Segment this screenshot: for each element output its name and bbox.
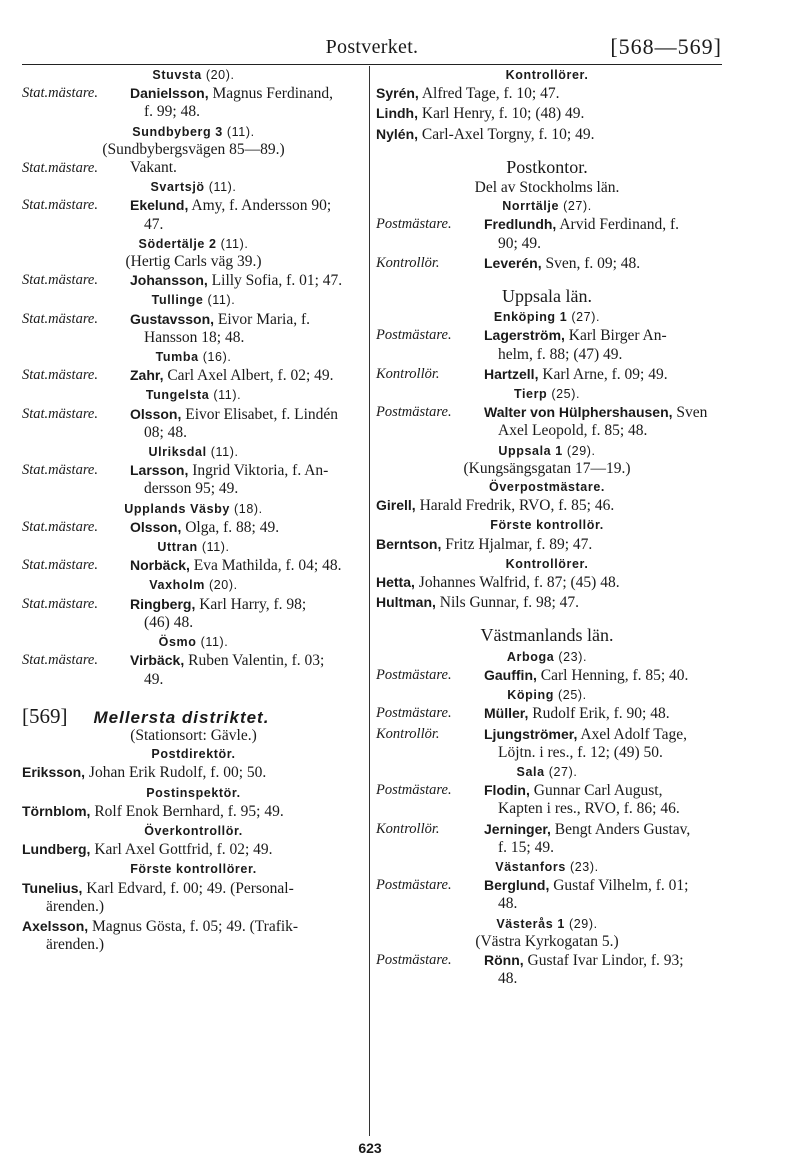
staff-name: Danielsson, <box>130 85 209 102</box>
place-heading <box>376 686 718 704</box>
place-name: Uppsala 1 <box>498 443 567 458</box>
person-entry <box>376 535 718 554</box>
role-heading: Postinspektör. <box>146 785 241 800</box>
role-heading: Kontrollörer. <box>505 68 589 82</box>
person-entry <box>376 104 718 123</box>
staff-name: Müller, <box>484 705 529 722</box>
place-number: (11). <box>213 388 242 403</box>
staff-details: Gustaf Vilhelm, f. 01; <box>549 877 689 895</box>
staff-name: Gustavsson, <box>130 310 215 327</box>
person-details: Nils Gunnar, f. 98; 47. <box>435 594 580 612</box>
place-heading <box>22 443 365 461</box>
person-name: Berntson, <box>376 535 442 552</box>
place-number: (11). <box>201 540 230 555</box>
place-number: (25). <box>558 688 587 703</box>
person-name: Eriksson, <box>22 764 86 781</box>
staff-text <box>130 366 365 385</box>
place-heading <box>376 858 718 876</box>
place-number: (20). <box>208 578 238 593</box>
staff-text <box>484 820 718 857</box>
place-name: Ösmo <box>158 635 201 650</box>
place-name: Tierp <box>513 387 552 402</box>
place-heading <box>22 576 365 594</box>
staff-text <box>130 556 365 575</box>
person-name: Syrén, <box>376 85 419 102</box>
staff-details: Eva Mathilda, f. 04; 48. <box>189 557 342 575</box>
page-range: [568—569] <box>610 34 722 59</box>
place-number: (18). <box>234 501 263 516</box>
section-title: Postkontor. <box>506 156 588 177</box>
person-entry <box>22 879 365 916</box>
staff-details: Ingrid Viktoria, f. An- <box>188 462 329 480</box>
staff-role: Postmästare. <box>376 877 452 894</box>
role-heading: Förste kontrollör. <box>490 518 604 533</box>
place-number: (16). <box>202 350 232 365</box>
column-divider <box>369 66 370 1136</box>
staff-details: Bengt Anders Gustav, <box>550 820 691 838</box>
place-name: Vaxholm <box>149 578 209 593</box>
staff-text <box>484 215 718 252</box>
place-heading <box>376 308 718 326</box>
section-subtitle: Del av Stockholms län. <box>474 179 620 197</box>
person-name: Törnblom, <box>22 802 91 819</box>
person-details: Rolf Enok Bernhard, f. 95; 49. <box>90 802 284 820</box>
staff-entry <box>376 365 718 384</box>
staff-name: Walter von Hülphershausen, <box>484 404 673 421</box>
staff-details: Sven <box>672 404 708 422</box>
staff-role: Postmästare. <box>376 705 452 722</box>
staff-details-cont: (46) 48. <box>144 613 194 631</box>
role-heading: Kontrollörer. <box>505 556 589 571</box>
staff-text <box>130 84 365 121</box>
staff-name: Berglund, <box>484 877 550 894</box>
role-heading: Överkontrollör. <box>144 823 243 838</box>
place-heading <box>22 500 365 518</box>
person-details-cont: ärenden.) <box>46 936 105 954</box>
staff-entry <box>376 704 718 723</box>
staff-details: Carl Henning, f. 85; 40. <box>536 666 689 684</box>
staff-name: Ringberg, <box>130 595 196 612</box>
place-heading <box>22 235 365 253</box>
person-name: Hetta, <box>376 574 415 591</box>
staff-details-cont: 48. <box>498 895 518 913</box>
person-entry <box>376 125 718 144</box>
person-entry <box>376 496 718 515</box>
staff-role: Stat.mästare. <box>22 462 98 479</box>
staff-details-cont: f. 99; 48. <box>144 103 200 121</box>
staff-role: Postmästare. <box>376 327 452 344</box>
staff-name: Johansson, <box>130 272 208 289</box>
staff-name: Ljungströmer, <box>484 725 578 742</box>
place-heading <box>376 385 718 403</box>
person-name: Tunelius, <box>22 879 83 896</box>
staff-details: Eivor Elisabet, f. Lindén <box>181 405 339 423</box>
person-details: Magnus Gösta, f. 05; 49. (Trafik- <box>88 917 299 935</box>
street-address: (Västra Kyrkogatan 5.) <box>475 932 619 950</box>
place-name: Södertälje 2 <box>138 236 221 251</box>
place-heading <box>22 178 365 196</box>
staff-role: Postmästare. <box>376 216 452 233</box>
staff-role: Kontrollör. <box>376 725 440 742</box>
staff-name: Ekelund, <box>130 197 189 214</box>
place-heading <box>22 123 365 141</box>
district-heading <box>22 703 365 728</box>
staff-role: Stat.mästare. <box>22 367 98 384</box>
staff-name: Rönn, <box>484 951 524 968</box>
place-heading <box>22 386 365 404</box>
place-number: (20). <box>205 68 235 82</box>
place-number: (29). <box>568 916 598 931</box>
place-number: (11). <box>208 180 237 195</box>
staff-entry <box>376 725 718 762</box>
place-heading <box>22 538 365 556</box>
staff-text <box>484 951 718 988</box>
staff-entry <box>22 271 365 290</box>
staff-entry <box>376 215 718 252</box>
staff-details: Gunnar Carl August, <box>529 782 663 800</box>
street-address: (Hertig Carls väg 39.) <box>125 253 262 271</box>
person-name: Nylén, <box>376 125 419 142</box>
place-number: (27). <box>563 199 592 214</box>
staff-details-cont: dersson 95; 49. <box>144 480 239 498</box>
role-heading: Överpostmästare. <box>489 480 605 495</box>
staff-name: Virbäck, <box>130 652 185 669</box>
place-name: Svartsjö <box>150 180 209 195</box>
person-entry <box>22 802 365 821</box>
staff-text <box>484 403 718 440</box>
staff-role: Postmästare. <box>376 951 452 968</box>
staff-entry <box>22 405 365 442</box>
staff-text <box>130 405 365 442</box>
staff-name: Larsson, <box>130 462 189 479</box>
staff-details-cont: Hansson 18; 48. <box>144 328 245 346</box>
running-title: Postverket. <box>325 36 419 58</box>
county-title: Västmanlands län. <box>480 625 614 646</box>
place-heading <box>22 66 365 84</box>
staff-text <box>484 365 718 384</box>
right-column <box>376 66 718 989</box>
staff-role: Stat.mästare. <box>22 557 98 574</box>
staff-role: Stat.mästare. <box>22 518 98 535</box>
district-title: Mellersta distriktet. <box>93 707 270 727</box>
staff-entry <box>376 820 718 857</box>
place-name: Enköping 1 <box>493 310 572 325</box>
place-number: (11). <box>226 124 255 139</box>
page-header <box>22 34 722 65</box>
person-entry <box>22 840 365 859</box>
staff-role: Kontrollör. <box>376 254 440 271</box>
staff-role: Stat.mästare. <box>22 310 98 327</box>
street-address: (Kungsängsgatan 17—19.) <box>463 459 631 477</box>
staff-text <box>484 725 718 762</box>
place-name: Västerås 1 <box>496 916 569 931</box>
staff-role: Stat.mästare. <box>22 197 98 214</box>
place-heading <box>376 763 718 781</box>
staff-details-cont: Axel Leopold, f. 85; 48. <box>498 422 648 440</box>
staff-entry <box>376 666 718 685</box>
staff-details: Magnus Ferdinand, <box>208 85 334 103</box>
person-entry <box>22 763 365 782</box>
staff-details: Lilly Sofia, f. 01; 47. <box>207 272 343 290</box>
place-heading <box>376 442 718 460</box>
person-details: Fritz Hjalmar, f. 89; 47. <box>441 535 593 553</box>
place-number: (11). <box>210 445 239 460</box>
staff-text <box>130 159 365 177</box>
staff-name: Gauffin, <box>484 666 537 683</box>
staff-details: Karl Harry, f. 98; <box>195 595 307 613</box>
place-number: (23). <box>558 649 588 664</box>
staff-text <box>130 271 365 290</box>
staff-role: Stat.mästare. <box>22 652 98 669</box>
staff-text <box>484 254 718 273</box>
staff-text <box>130 196 365 233</box>
staff-text <box>484 326 718 363</box>
staff-text <box>484 781 718 818</box>
staff-name: Olsson, <box>130 405 182 422</box>
person-details: Alfred Tage, f. 10; 47. <box>418 85 560 103</box>
staff-details: Amy, f. Andersson 90; <box>188 197 332 215</box>
person-details: Karl Henry, f. 10; (48) 49. <box>418 105 585 123</box>
staff-role: Postmästare. <box>376 404 452 421</box>
staff-entry <box>22 159 365 177</box>
staff-details: Eivor Maria, f. <box>214 310 311 328</box>
staff-details-cont: Kapten i res., RVO, f. 86; 46. <box>498 800 680 818</box>
staff-details: Rudolf Erik, f. 90; 48. <box>528 705 670 723</box>
staff-entry <box>22 595 365 632</box>
person-entry <box>376 84 718 103</box>
staff-entry <box>376 403 718 440</box>
staff-name: Zahr, <box>130 367 164 384</box>
place-name: Norrtälje <box>502 199 564 214</box>
staff-name: Flodin, <box>484 782 530 799</box>
staff-entry <box>22 84 365 121</box>
staff-role: Stat.mästare. <box>22 405 98 422</box>
staff-name: Leverén, <box>484 254 542 271</box>
staff-details-cont: 48. <box>498 970 518 988</box>
left-column <box>22 66 365 955</box>
staff-details-cont: f. 15; 49. <box>498 838 554 856</box>
staff-name: Olsson, <box>130 518 182 535</box>
staff-role: Stat.mästare. <box>22 160 98 177</box>
staff-entry <box>22 196 365 233</box>
place-name: Stuvsta <box>152 68 206 82</box>
role-heading: Postdirektör. <box>151 747 236 762</box>
staff-details-cont: 08; 48. <box>144 423 188 441</box>
person-entry <box>22 917 365 954</box>
staff-entry <box>22 366 365 385</box>
staff-details: Gustaf Ivar Lindor, f. 93; <box>523 951 684 969</box>
staff-details: Vakant. <box>130 159 177 177</box>
staff-details-cont: 90; 49. <box>498 234 542 252</box>
staff-details: Carl Axel Albert, f. 02; 49. <box>163 367 334 385</box>
place-name: Tullinge <box>151 293 208 308</box>
person-details: Johan Erik Rudolf, f. 00; 50. <box>85 764 267 782</box>
place-name: Upplands Väsby <box>124 501 235 516</box>
person-name: Girell, <box>376 497 416 514</box>
staff-entry <box>22 651 365 688</box>
person-name: Axelsson, <box>22 917 89 934</box>
place-number: (27). <box>571 310 601 325</box>
place-name: Köping <box>507 688 558 703</box>
staff-role: Stat.mästare. <box>22 272 98 289</box>
place-heading <box>22 291 365 309</box>
staff-entry <box>376 254 718 273</box>
person-details: Carl-Axel Torgny, f. 10; 49. <box>418 125 595 143</box>
person-entry <box>376 593 718 612</box>
staff-entry <box>22 310 365 347</box>
place-name: Västanfors <box>495 859 570 874</box>
staff-text <box>484 876 718 913</box>
staff-role: Postmästare. <box>376 666 452 683</box>
place-name: Sala <box>516 764 549 779</box>
place-name: Arboga <box>506 649 559 664</box>
place-heading <box>376 197 718 215</box>
place-name: Ulriksdal <box>148 445 211 460</box>
staff-entry <box>22 461 365 498</box>
district-number: [569] <box>22 703 68 728</box>
place-heading <box>22 348 365 366</box>
place-number: (23). <box>569 859 599 874</box>
person-details: Karl Axel Gottfrid, f. 02; 49. <box>90 841 273 859</box>
person-entry <box>376 573 718 592</box>
county-title: Uppsala län. <box>502 286 592 307</box>
person-details: Karl Edvard, f. 00; 49. (Personal- <box>82 879 294 897</box>
staff-entry <box>376 781 718 818</box>
staff-name: Lagerström, <box>484 327 565 344</box>
person-details: Johannes Walfrid, f. 87; (45) 48. <box>414 574 620 592</box>
staff-role: Postmästare. <box>376 782 452 799</box>
place-heading <box>376 915 718 933</box>
staff-text <box>130 461 365 498</box>
staff-text <box>484 704 718 723</box>
staff-entry <box>376 326 718 363</box>
staff-name: Norbäck, <box>130 557 190 574</box>
staff-entry <box>376 876 718 913</box>
place-heading <box>22 633 365 651</box>
person-name: Hultman, <box>376 594 436 611</box>
staff-details-cont: helm, f. 88; (47) 49. <box>498 345 623 363</box>
place-number: (25). <box>551 387 581 402</box>
staff-text <box>130 310 365 347</box>
place-name: Sundbyberg 3 <box>132 124 227 139</box>
staff-text <box>130 518 365 537</box>
place-number: (11). <box>207 293 236 308</box>
person-details-cont: ärenden.) <box>46 897 105 915</box>
person-name: Lundberg, <box>22 841 91 858</box>
page-number: 623 <box>358 1140 382 1156</box>
staff-details: Sven, f. 09; 48. <box>541 254 641 272</box>
staff-details-cont: Löjtn. i res., f. 12; (49) 50. <box>498 743 663 761</box>
place-name: Tumba <box>155 350 203 365</box>
station-note: (Stationsort: Gävle.) <box>130 726 257 744</box>
staff-details: Karl Birger An- <box>564 327 667 345</box>
place-name: Uttran <box>157 540 202 555</box>
staff-entry <box>376 951 718 988</box>
staff-role: Stat.mästare. <box>22 595 98 612</box>
staff-role: Stat.mästare. <box>22 85 98 102</box>
staff-details-cont: 49. <box>144 670 164 688</box>
staff-name: Hartzell, <box>484 365 539 382</box>
staff-role: Kontrollör. <box>376 365 440 382</box>
role-heading: Förste kontrollörer. <box>130 862 257 877</box>
place-name: Tungelsta <box>145 388 214 403</box>
staff-details: Olga, f. 88; 49. <box>181 518 280 536</box>
staff-details-cont: 47. <box>144 215 164 233</box>
person-details: Harald Fredrik, RVO, f. 85; 46. <box>415 497 615 515</box>
staff-text <box>130 595 365 632</box>
staff-role: Kontrollör. <box>376 820 440 837</box>
staff-name: Jerninger, <box>484 820 551 837</box>
street-address: (Sundbybergsvägen 85—89.) <box>102 140 285 158</box>
staff-entry <box>22 556 365 575</box>
staff-details: Ruben Valentin, f. 03; <box>184 652 325 670</box>
place-number: (11). <box>220 236 249 251</box>
staff-text <box>484 666 718 685</box>
place-number: (29). <box>566 443 596 458</box>
staff-text <box>130 651 365 688</box>
place-heading <box>376 648 718 666</box>
staff-details: Arvid Ferdinand, f. <box>556 216 680 234</box>
place-number: (11). <box>200 635 229 650</box>
staff-details: Karl Arne, f. 09; 49. <box>538 365 668 383</box>
staff-entry <box>22 518 365 537</box>
staff-details: Axel Adolf Tage, <box>577 725 688 743</box>
place-number: (27). <box>548 764 578 779</box>
person-name: Lindh, <box>376 105 418 122</box>
staff-name: Fredlundh, <box>484 216 557 233</box>
